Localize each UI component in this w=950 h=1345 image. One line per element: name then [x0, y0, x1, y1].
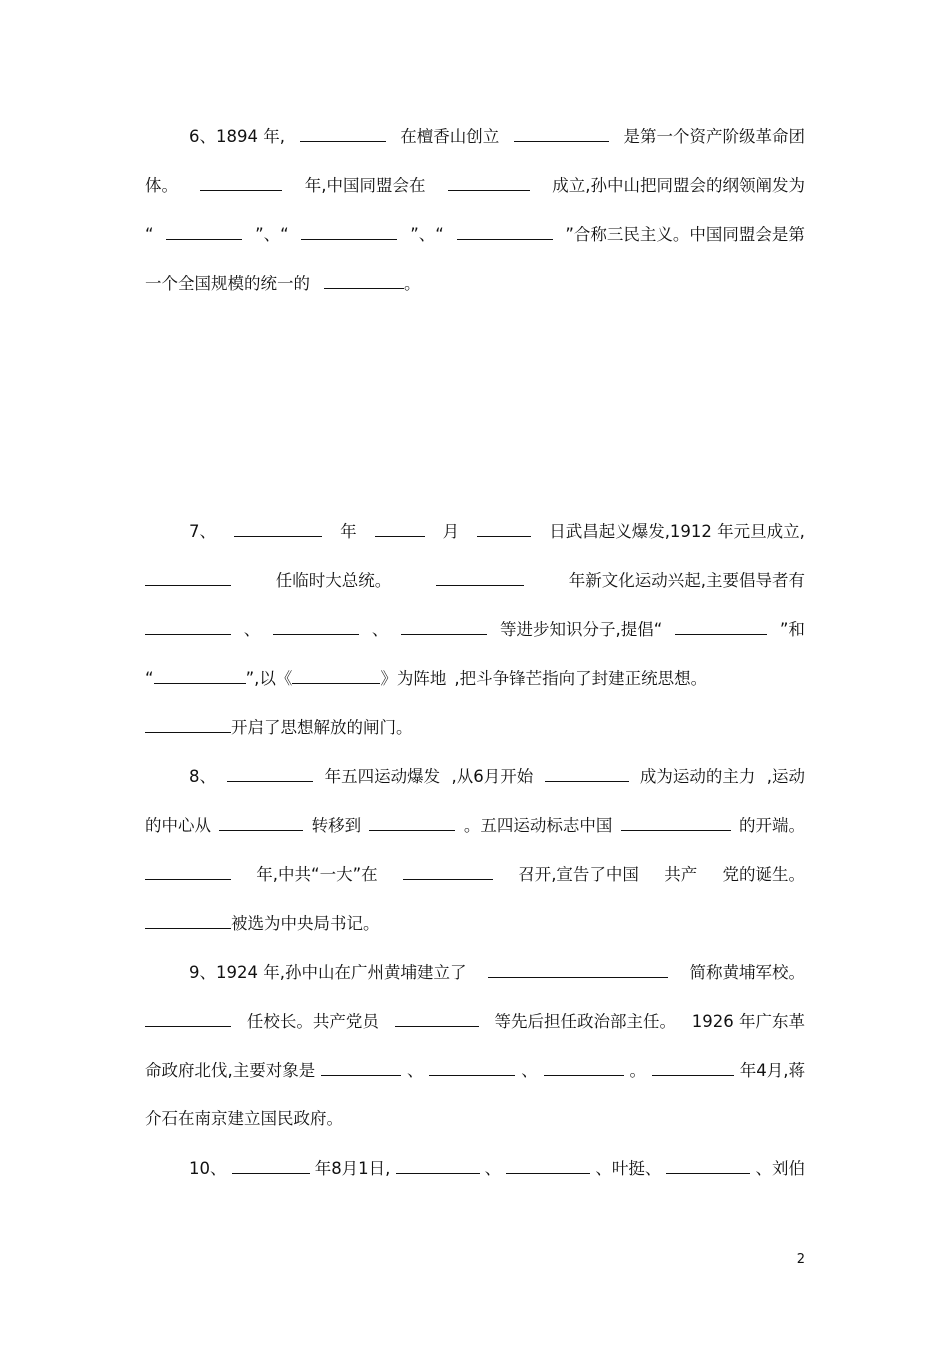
question-10-line-1 [189, 1155, 805, 1181]
question-7-line-4 [145, 665, 805, 691]
question-9-line-1 [189, 959, 805, 985]
question-6-line-3 [145, 221, 805, 247]
answer-blank [488, 959, 668, 978]
text-segment: 年五四运动爆发 [324, 767, 441, 786]
answer-blank [675, 616, 767, 635]
answer-blank [145, 616, 231, 635]
question-6-line-1 [189, 123, 805, 149]
text-segment: 、 [484, 1159, 502, 1178]
answer-blank [273, 616, 359, 635]
answer-blank [448, 172, 530, 191]
text-segment: 、刘伯 [755, 1159, 805, 1178]
question-8-line-2 [145, 812, 805, 838]
text-segment: 年 [340, 522, 357, 541]
text-segment: “ [145, 225, 154, 244]
text-segment: ,从6月开始 [451, 767, 534, 786]
answer-blank [166, 221, 242, 240]
question-8-line-3 [145, 861, 805, 887]
question-9-line-4 [145, 1106, 805, 1132]
text-segment: 年,中共“一大”在 [256, 865, 378, 884]
text-segment: 年,中国同盟会在 [304, 176, 426, 195]
text-segment: 等进步知识分子,提倡“ [499, 620, 663, 639]
question-7-line-1 [189, 518, 805, 544]
text-segment: 、 [407, 1061, 424, 1080]
text-segment: 6、1894 年, [189, 127, 285, 146]
text-segment: 简称黄埔军校。 [689, 963, 805, 982]
answer-blank [219, 812, 303, 831]
answer-blank [375, 518, 425, 537]
text-segment: 月 [442, 522, 460, 541]
answer-blank [457, 221, 553, 240]
text-segment: ”合称三民主义。中国同盟会是第 [565, 225, 805, 244]
question-8-line-4 [145, 910, 805, 936]
text-segment: 被选为中央局书记。 [231, 914, 380, 933]
text-segment: 开启了思想解放的闸门。 [231, 718, 413, 737]
text-segment: 体。 [145, 176, 178, 195]
answer-blank [145, 714, 231, 733]
answer-blank [145, 567, 231, 586]
text-segment: 召开,宣告了中国 [518, 865, 639, 884]
question-7-line-2 [145, 567, 805, 593]
text-segment: 8、 [189, 767, 216, 786]
text-segment: 年新文化运动兴起,主要倡导者有 [568, 571, 805, 590]
text-segment: 。五四运动标志中国 [463, 816, 613, 835]
answer-blank [321, 1057, 401, 1076]
question-9-line-3 [145, 1057, 805, 1083]
text-segment: 。 [629, 1061, 646, 1080]
question-6-line-4 [145, 270, 805, 296]
answer-blank [506, 1155, 590, 1174]
answer-blank [145, 861, 231, 880]
text-segment: 是第一个资产阶级革命团 [623, 127, 805, 146]
answer-blank [652, 1057, 734, 1076]
text-segment: ,把斗争锋芒指向了封建正统思想。 [454, 669, 708, 688]
text-segment: 成立,孙中山把同盟会的纲领阐发为 [552, 176, 805, 195]
answer-blank [514, 123, 609, 142]
answer-blank [477, 518, 531, 537]
text-segment: 年8月1日, [314, 1159, 391, 1178]
text-segment: 日武昌起义爆发,1912 年元旦成立, [549, 522, 805, 541]
text-segment: 、 [371, 620, 389, 639]
question-9-line-2 [145, 1008, 805, 1034]
answer-blank [292, 665, 380, 684]
answer-blank [666, 1155, 750, 1174]
text-segment: 介石在南京建立国民政府。 [145, 1109, 343, 1128]
text-segment: 转移到 [311, 816, 362, 835]
text-segment: 命政府北伐,主要对象是 [145, 1061, 316, 1080]
text-segment: ”、“ [410, 225, 444, 244]
answer-blank [301, 221, 397, 240]
question-7-line-3 [145, 616, 805, 642]
question-7-line-5 [145, 714, 805, 740]
text-segment: 的中心从 [145, 816, 211, 835]
text-segment: 年4月,蒋 [739, 1061, 805, 1080]
text-segment: 共产 [664, 865, 698, 884]
text-segment: 9、1924 年,孙中山在广州黄埔建立了 [189, 963, 467, 982]
text-segment: 党的诞生。 [722, 865, 805, 884]
answer-blank [395, 1008, 479, 1027]
answer-blank [403, 861, 493, 880]
text-segment: 成为运动的主力 [639, 767, 756, 786]
text-segment: 1926 年广东革 [691, 1012, 805, 1031]
answer-blank [545, 763, 629, 782]
answer-blank [396, 1155, 480, 1174]
text-segment: “ [145, 669, 154, 688]
answer-blank [429, 1057, 515, 1076]
answer-blank [324, 270, 404, 289]
text-segment: 一个全国规模的统一的 [145, 274, 310, 293]
answer-blank [145, 1008, 231, 1027]
text-segment: 。 [404, 274, 421, 293]
answer-blank [369, 812, 455, 831]
answer-blank [401, 616, 487, 635]
text-segment: 任临时大总统。 [275, 571, 392, 590]
text-segment: ”、“ [255, 225, 289, 244]
answer-blank [200, 172, 282, 191]
answer-blank [621, 812, 731, 831]
text-segment: ,运动 [766, 767, 805, 786]
question-6-line-2 [145, 172, 805, 198]
answer-blank [234, 518, 322, 537]
page-number: 2 [796, 1252, 805, 1267]
answer-blank [232, 1155, 310, 1174]
text-segment: 任校长。共产党员 [246, 1012, 379, 1031]
text-segment: 、 [521, 1061, 538, 1080]
answer-blank [300, 123, 386, 142]
text-segment: 》为阵地 [380, 669, 447, 688]
text-segment: ”,以《 [245, 669, 293, 688]
text-segment: 、叶挺、 [595, 1159, 662, 1178]
answer-blank [436, 567, 524, 586]
text-segment: ”和 [779, 620, 805, 639]
question-8-line-1 [189, 763, 805, 789]
answer-blank [154, 665, 246, 684]
answer-blank [145, 910, 231, 929]
text-segment: 的开端。 [738, 816, 805, 835]
text-segment: 10、 [189, 1159, 227, 1178]
text-segment: 在檀香山创立 [400, 127, 500, 146]
text-segment: 等先后担任政治部主任。 [494, 1012, 676, 1031]
answer-blank [544, 1057, 624, 1076]
text-segment: 、 [243, 620, 261, 639]
text-segment: 7、 [189, 522, 216, 541]
answer-blank [227, 763, 313, 782]
